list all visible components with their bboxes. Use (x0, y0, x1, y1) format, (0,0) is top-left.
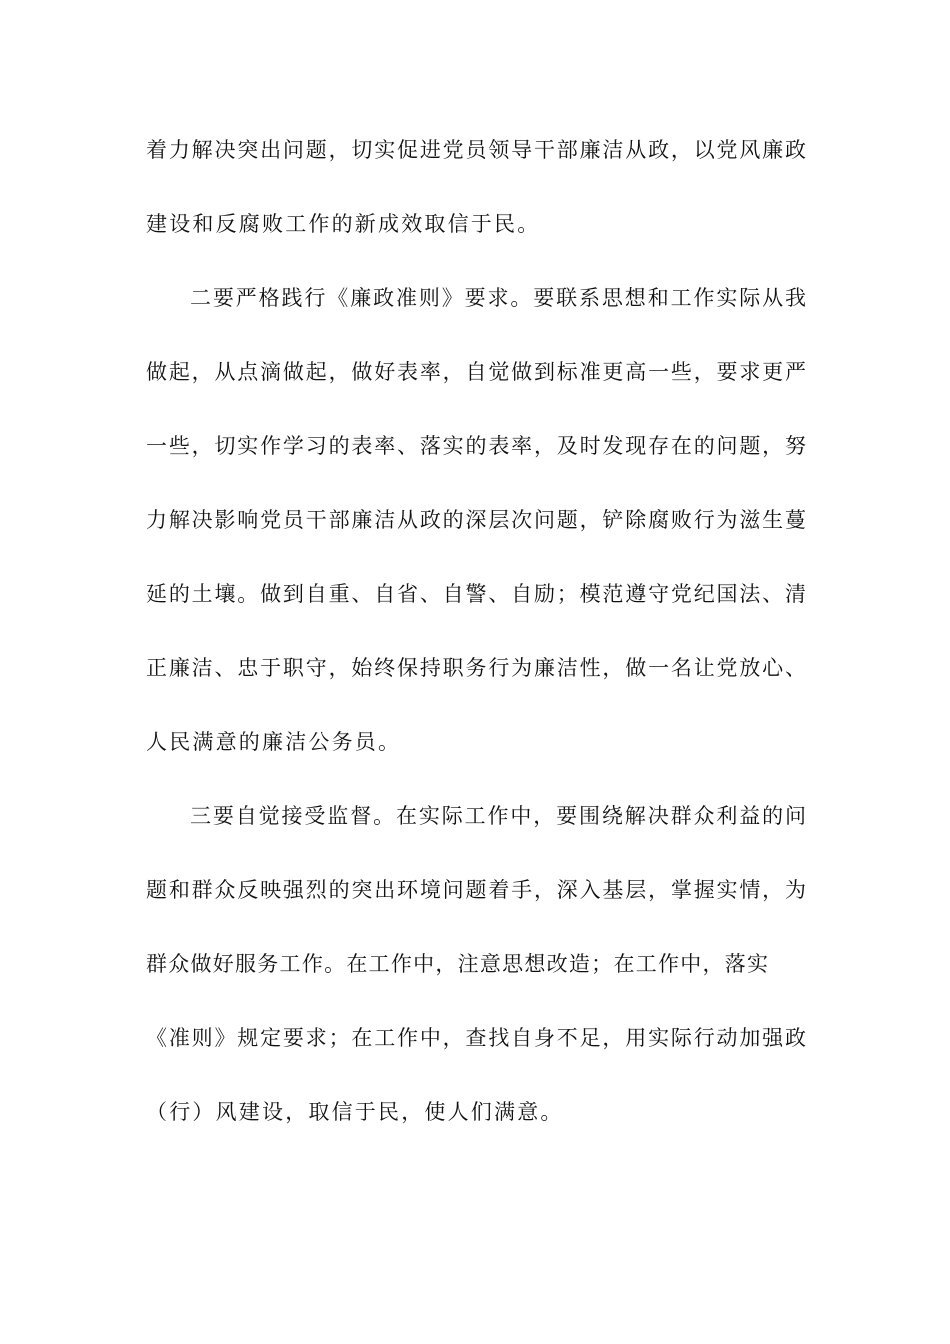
paragraph-2-line-5: 延的土壤。做到自重、自省、自警、自励；模范遵守党纪国法、清 (146, 582, 806, 606)
paragraph-3-line-5: （行）风建设，取信于民，使人们满意。 (146, 1100, 564, 1124)
paragraph-2-line-3: 一些，切实作学习的表率、落实的表率，及时发现存在的问题，努 (146, 434, 806, 458)
paragraph-2-line-4: 力解决影响党员干部廉洁从政的深层次问题，铲除腐败行为滋生蔓 (146, 508, 806, 532)
paragraph-3-line-4: 《准则》规定要求；在工作中，查找自身不足，用实际行动加强政 (146, 1026, 806, 1050)
paragraph-3-line-1: 三要自觉接受监督。在实际工作中，要围绕解决群众利益的问 (190, 804, 806, 828)
paragraph-2-line-6: 正廉洁、忠于职守，始终保持职务行为廉洁性，做一名让党放心、 (146, 656, 806, 680)
paragraph-1-line-1: 着力解决突出问题，切实促进党员领导干部廉洁从政，以党风廉政 (146, 138, 806, 162)
paragraph-3-line-2: 题和群众反映强烈的突出环境问题着手，深入基层，掌握实情，为 (146, 878, 806, 902)
paragraph-3-line-3: 群众做好服务工作。在工作中，注意思想改造；在工作中，落实 (146, 952, 768, 976)
paragraph-1-line-2: 建设和反腐败工作的新成效取信于民。 (146, 212, 541, 236)
paragraph-2-line-2: 做起，从点滴做起，做好表率，自觉做到标准更高一些，要求更严 (146, 360, 806, 384)
paragraph-2-line-1: 二要严格践行《廉政准则》要求。要联系思想和工作实际从我 (190, 286, 806, 310)
paragraph-2-line-7: 人民满意的廉洁公务员。 (146, 730, 402, 754)
